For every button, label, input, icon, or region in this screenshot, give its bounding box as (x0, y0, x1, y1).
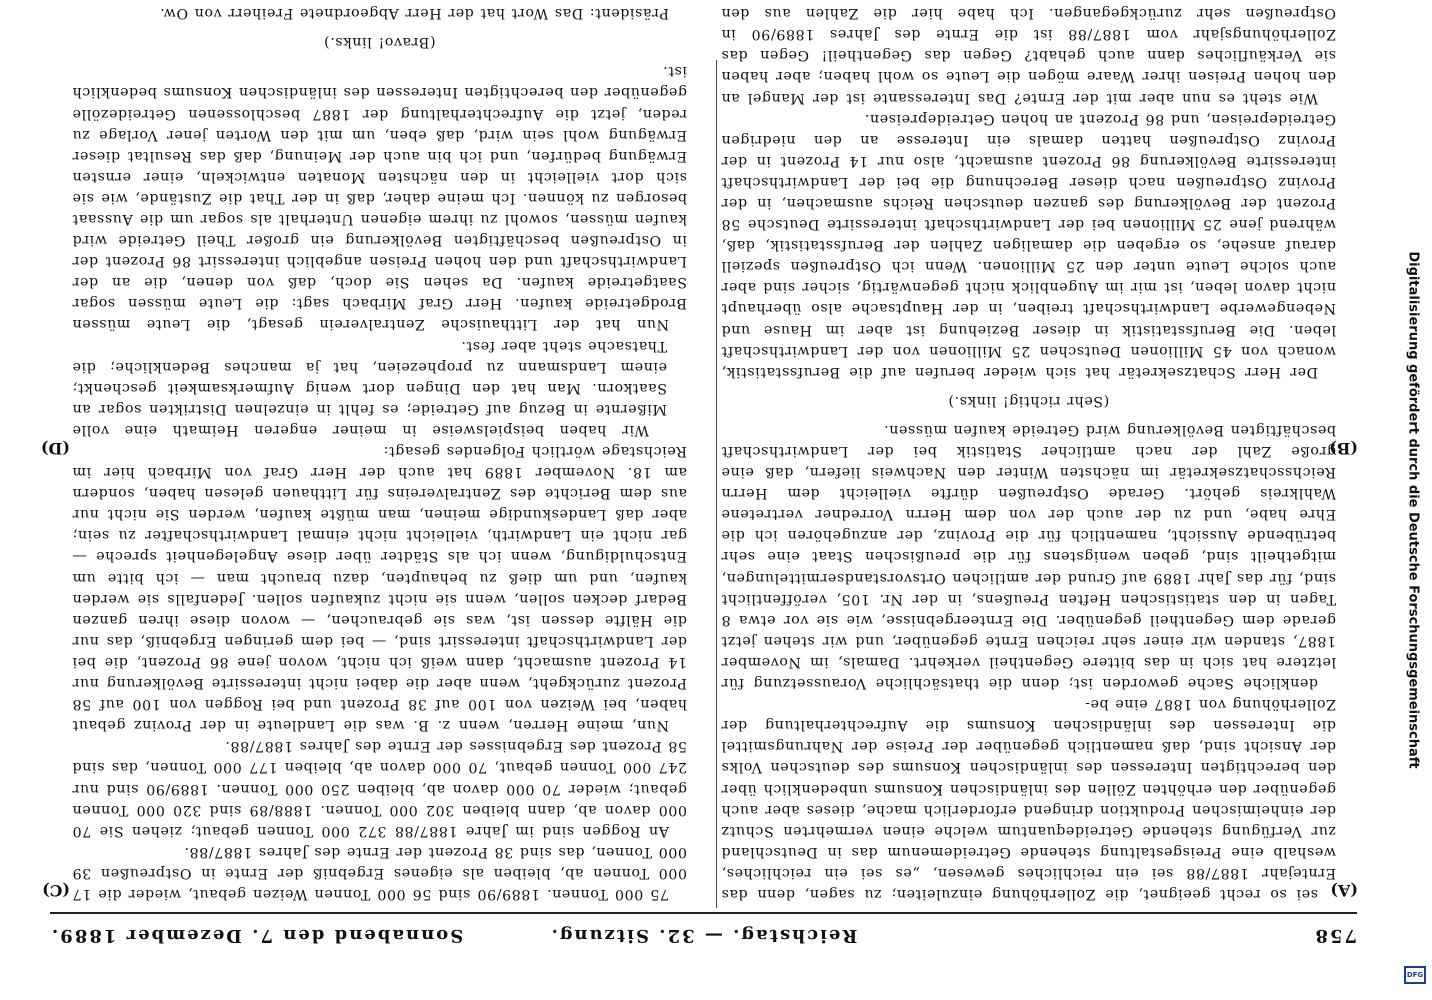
digitization-note-text: Digitalisierung gefördert durch die Deutsche Forschungsgemeinschaft (1405, 251, 1421, 769)
paragraph: 75 000 Tonnen. 1889/90 sind 56 000 Tonnen Weizen gebaut, wieder die 17 000 Tonnen ab, bleiben als eigenes Ergebniß der Ernte in Ostpreußen 39 000 Tonnen, das sind 38 Prozent der Ernte des Jahres 1887/88. (72, 843, 687, 902)
running-header (50, 920, 1357, 946)
interjection: (Bravo! links.) (323, 34, 436, 51)
margin-mark-b: (B) (1329, 439, 1358, 458)
speaker-announcement: Präsident: Das Wort hat der Herr Abgeordnete Freiherr von Ow. (159, 5, 669, 22)
right-text-column (72, 5, 687, 904)
header-rule (50, 912, 1357, 914)
paragraph: denkliche Sache geworden ist; denn die thatsächliche Voraussetzung für letztere hat sich in das bittere Gegentheil verkehrt. Damals, im November 1887, standen wir einer sehr reichen Ernte gegenüber, und wir stehen jetzt gerade dem Gegentheil gegenüber. Die Ernteergebnisse, wie sie vor etwa 8 Tagen in den statistischen Heften Preußens, in der Nr. 105, veröffentlicht sind, für das Jahr 1889 auf Grund der amtlichen Ortsvorstandsermittelungen, mitgetheilt sind, geben wenigstens für die preußischen Staat eine sehr betrübende Aussicht, namentlich für die Provinz, der anzugehören ich die Ehre habe, und zu der auch der von dem Herrn Vorredner vertretene Wahlkreis gehört. Gerade Ostpreußen dürfte vielleicht dem Herrn Reichsschatzsekretär im nächsten Winter den Nachweis liefern, daß eine große Zahl der nach amtlicher Statistik bei der Landwirthschaft beschäftigten Bevölkerung wird Getreide kaufen müssen. (721, 421, 1336, 692)
page-number: 758 (1313, 925, 1357, 946)
margin-mark-a: (A) (1330, 881, 1358, 900)
interjection: (Sehr richtig! links.) (947, 392, 1110, 409)
paragraph: Wie steht es nun aber mit der Ernte? Das Interessante ist der Mangel an den hohen Preisen ihrer Waare mögen die Leute so wohl haben; aber haben sie Verkäufliches dann auch gehabt? Gegen das Gegentheil! Gegen das Zollerhöhungsjahr vom 1887/88 ist die Ernte des Jahres 1889/90 in Ostpreußen sehr zurückgegangen. Ich habe hier die Zahlen aus den (721, 5, 1336, 106)
paragraph: An Roggen sind im Jahre 1887/88 372 000 Tonnen gebaut; ziehen Sie 70 000 davon ab, dann bleiben 302 000 Tonnen. 1888/89 sind 320 000 Tonnen gebaut; wieder 70 000 davon ab, bleiben 250 000 Tonnen. 1889/90 sind nur 247 000 Tonnen gebaut, 70 000 davon ab, bleiben 177 000 Tonnen, das sind 58 Prozent des Ergebnisses der Ernte des Jahres 1887/88. (72, 738, 687, 839)
paragraph: Nun hat der Litthauische Zentralverein gesagt, die Leute müssen Brodgetreide kaufen. Herr Graf Mirbach sagt: die Leute müssen sogar Saatgetreide kaufen. Da sehen Sie doch, daß von denen, die an der Landwirthschaft und den hohen Preisen angeblich interessirt 86 Prozent der in Ostpreußen beschäftigten Bevölkerung ein großer Theil Getreide wird kaufen müssen, sowohl zu ihrem eigenen Unterhalt als sogar um die Aussaat besorgen zu können. Ich meine daher, daß in der That die Zustände, wie sie sich dort vielleicht in den nächsten Monaten entwickeln, einer ernsten Erwägung bedürfen, und ich bin auch der Meinung, daß das Resultat dieser Erwägung wohl sein wird, daß eben, um mit den Worten jener Vorlage zu reden, jetzt die Aufrechterhaltung der 1887 beschlossenen Getreidezölle gegenüber den berechtigten Interessen des inländischen Konsums bedenklich ist. (72, 63, 687, 333)
dfg-logo: DFG (1404, 966, 1426, 984)
paragraph: Nun, meine Herren, wenn z. B. was die Landleute in der Provinz gebaut haben, bei Weizen von 100 auf 38 Prozent und bei Roggen von 100 auf 58 Prozent zurückgeht, wenn aber die dabei nicht interessirte Bevölkerung nur 14 Prozent ausmacht, dann weiß ich nicht, wovon jene 86 Prozent, die bei der Landwirthschaft interessirt sind, — bei dem geringen Ergebniß, das nur die Hälfte dessen ist, was sie gebrauchen, — wovon diese ihren ganzen Bedarf decken sollen, wenn sie nicht zukaufen sollen. Jedenfalls sie werden kaufen, und um dieß zu behaupten, dazu braucht man — ich bitte um Entschuldigung, wenn ich als Städter über diese Angelegenheit spreche — gar nicht ein Landwirth, vielleicht nicht einmal Landwirthschafter zu sein; aber daß Landeskundige meinen, man müßte kaufen, werden Sie nicht nur aus dem Berichte des Zentralvereins für Litthauen gelesen haben, sondern am 18. November 1889 hat auch der Herr Graf von Mirbach hier im Reichstage wörtlich Folgendes gesagt: (72, 443, 687, 734)
paragraph: sei so recht geeignet, die Zollerhöhung einzuleiten; zu sagen, denn das Erntejahr 1887/88 sei ein reichliches gewesen, „es sei ein reichliches, weshalb eine Preisgestaltung stehende Getreidemenum das in Deutschland zur Verfügung stehende Getreidequantum welche einen vermehrten Schutz der einheimischen Produktion dringend erforderlich mache, dieses aber auch gegenüber den erhöhten Zöllen des inländischen Konsums unbedenklich über den berechtigten Interessen des inländischen Konsums des deutschen Volks der Ansicht sind, daß namentlich gegenüber der Preise der Nahrungsmittel die Interessen des inländischen Konsums die Aufrechterhaltung der Zollerhöhung von 1887 eine be- (721, 696, 1336, 902)
digitization-note (1398, 40, 1428, 980)
left-text-column (721, 5, 1336, 904)
margin-mark-d: (D) (40, 439, 70, 458)
quotation: Wir haben beispielsweise in meiner engeren Heimath eine volle Mißernte in Bezug auf Getreide; es fehlt in einzelnen Distrikten sogar an Saatkorn. Man hat den Dingen dort wenig Aufmerksamkeit geschenkt; einem Landsmann zu prophezeien, hat ja manches Bedenkliche; die Thatsache steht aber fest. (72, 337, 667, 438)
paragraph: Der Herr Schatzsekretär hat sich wieder berufen auf die Berufsstatistik, wonach von 45 Millionen Deutschen 25 Millionen von der Landwirthschaft leben. Die Berufsstatistik in dieser Beziehung ist aber im Hause und Nebengewerbe Landwirthschaft treiben, in der Hauptsache also überhaupt nicht davon leben, ist mir im Augenblick nicht gegenwärtig, sicher sind aber auch solche Leute unter den 25 Millionen. Wenn ich Ostpreußen speziell darauf ansehe, so ergeben die damaligen Zahlen der Berufsstatistik, daß, während jene 25 Millionen bei der Landwirthschaft interessirte Deutsche 58 Prozent der Bevölkerung des ganzen deutschen Reichs ausmachen, in der Provinz Ostpreußen nach dieser Berechnung die bei der Landwirthschaft interessirte Bevölkerung 86 Prozent ausmacht, also nur 14 Prozent in der Provinz Ostpreußen hatten damals ein Interesse an den niedrigen Getreidepreisen, und 86 Prozent an hohen Getreidepreisen. (721, 110, 1336, 380)
margin-mark-c: (C) (42, 881, 70, 900)
page-title: Reichstag. — 32. Sitzung. (549, 925, 858, 946)
column-divider (716, 60, 717, 908)
session-date: Sonnabend den 7. Dezember 1889. (50, 925, 464, 946)
